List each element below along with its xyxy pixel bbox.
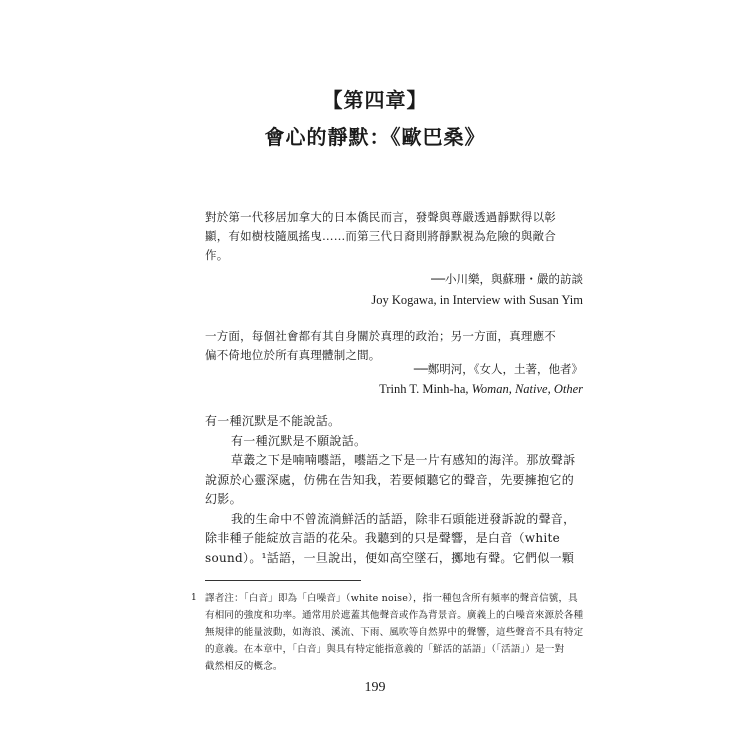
body-line: 有一種沉默是不願說話。	[231, 433, 367, 448]
body-line: 幻影。	[205, 492, 242, 506]
epigraph-line: 顯，有如樹枝隨風搖曳……而第三代日裔則將靜默視為危險的與敵合	[205, 229, 556, 243]
body-text	[205, 412, 583, 568]
epigraph-line: 一方面，每個社會都有其自身關於真理的政治；另一方面，真理應不	[205, 329, 556, 343]
body-line: 除非種子能綻放言語的花朵。我聽到的只是聲響，是白音（white	[205, 531, 561, 545]
footnote-line: 無規律的能量波動，如海浪、溪流、下雨、風吹等自然界中的聲響，這些聲音不具有特定	[205, 627, 583, 638]
footnote-line: 截然相反的概念。	[205, 661, 283, 672]
epigraph-1-attribution-zh: ──小川樂，與蘇珊・嚴的訪談	[431, 272, 583, 286]
body-line: 有一種沉默是不能說話。	[205, 414, 341, 428]
footnote-line: 譯者注：「白音」即為「白噪音」（white noise），指一種包含所有頻率的聲音信號，具	[205, 593, 578, 604]
page-number: 199	[364, 680, 386, 695]
footnote-line: 有相同的強度和功率。通常用於遮蓋其他聲音或作為背景音。廣義上的白噪音來源於各種	[205, 610, 583, 621]
epigraph-line: 偏不倚地位於所有真理體制之間。	[205, 348, 381, 362]
epigraph-1-text	[205, 208, 583, 265]
footnote-line: 的意義。在本章中，「白音」與具有特定能指意義的「鮮活的話語」（「活語」）是一對	[205, 644, 565, 655]
chapter-title: 會心的靜默：《歐巴桑》	[264, 125, 486, 149]
chapter-label: 【第四章】	[322, 88, 428, 112]
epigraph-2-attribution-en	[379, 380, 583, 399]
epigraph-line: 作。	[205, 248, 229, 262]
epigraph-1-attribution-en: Joy Kogawa, in Interview with Susan Yim	[371, 293, 583, 307]
body-line: 說源於心靈深處，仿佛在告知我，若要傾聽它的聲音，先要擁抱它的	[205, 472, 575, 487]
footnote-number: 1	[191, 593, 197, 603]
footnote	[191, 590, 583, 675]
epigraph-line: 對於第一代移居加拿大的日本僑民而言，發聲與尊嚴透過靜默得以彰	[205, 210, 556, 224]
footnote-divider	[205, 580, 361, 581]
body-line: 草叢之下是喃喃囈語，囈語之下是一片有感知的海洋。那放聲訴	[231, 453, 576, 467]
attribution-author: Trinh T. Minh-ha,	[379, 382, 472, 396]
body-line: sound）。¹話語，一旦說出，便如高空墜石，擲地有聲。它們似一顆	[205, 550, 575, 565]
epigraph-2-attribution-zh: ──鄭明河，《女人，土著，他者》	[413, 362, 583, 376]
attribution-book-title: Woman, Native, Other	[471, 382, 583, 396]
body-line: 我的生命中不曾流淌鮮活的話語，除非石頭能迸發訴說的聲音，	[231, 511, 576, 526]
